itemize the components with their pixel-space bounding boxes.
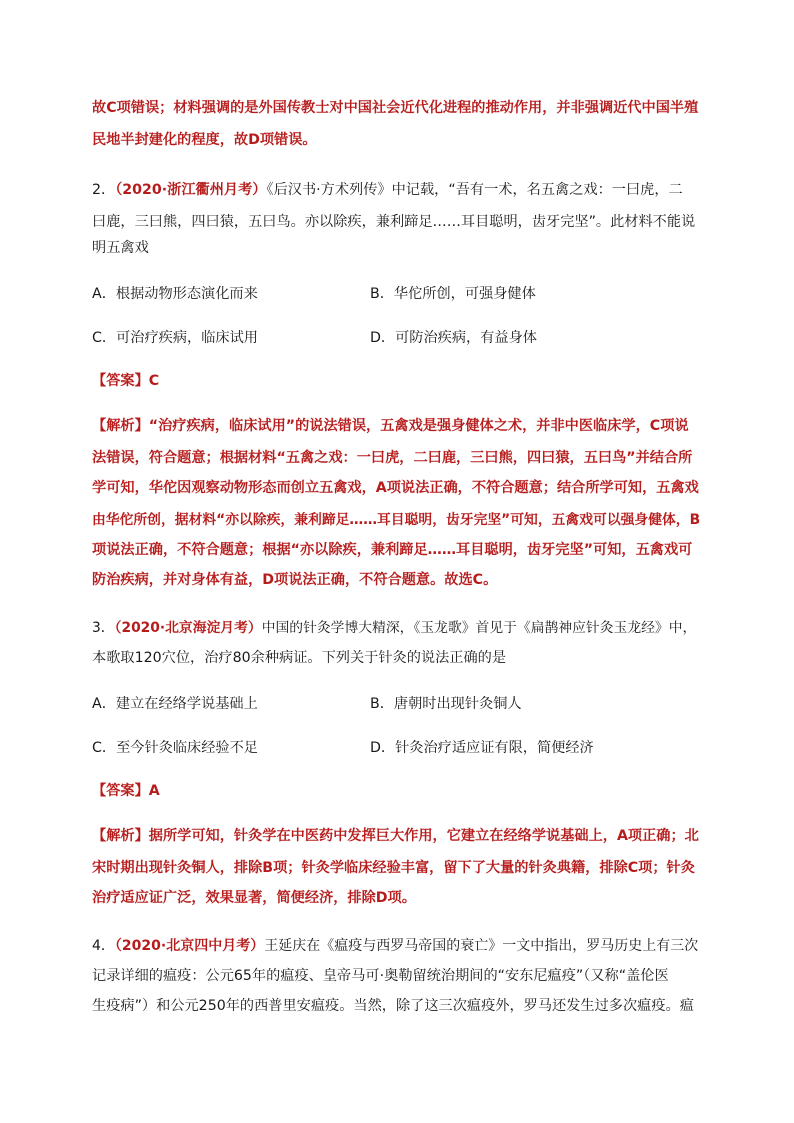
question-source: （2020·北京海淀月考） <box>114 620 262 636</box>
prev-analysis-line-2: 民地半封建化的程度，故D项错误。 <box>92 132 317 148</box>
question-3-analysis-line-2: 宋时期出现针灸铜人，排除B项；针灸学临床经验丰富，留下了大量的针灸典籍，排除C项；针灸 <box>92 860 695 876</box>
question-source: （2020·浙江衢州月考） <box>115 182 267 198</box>
question-number: 4． <box>92 938 115 954</box>
question-3-answer: 【答案】A <box>92 783 160 799</box>
question-2-option-d: D．可防治疾病，有益身体 <box>370 330 537 346</box>
question-3-option-a: A．建立在经络学说基础上 <box>92 696 258 712</box>
question-2-stem-line-2: 曰鹿，三曰熊，四曰猿，五曰鸟。亦以除疾，兼利蹄足……耳目聪明，齿牙完坚”。此材料不能说 <box>92 214 696 230</box>
question-4-stem-line-3: 生疫病”）和公元250年的西普里安瘟疫。当然，除了这三次瘟疫外，罗马还发生过多次瘟疫。瘟 <box>92 998 694 1014</box>
question-2-option-b: B．华佗所创，可强身健体 <box>370 286 536 302</box>
question-2-analysis-line-3: 学可知，华佗因观察动物形态而创立五禽戏，A项说法正确，不符合题意；结合所学可知，五禽戏 <box>92 480 699 496</box>
question-2-option-a: A．根据动物形态演化而来 <box>92 286 258 302</box>
question-stem-text: 《后汉书·方术列传》中记载，“吾有一术，名五禽之戏：一曰虎，二 <box>266 182 683 198</box>
question-3-stem-line-1 <box>92 618 696 638</box>
question-2-analysis-line-2: 法错误，符合题意；根据材料“五禽之戏：一曰虎，二曰鹿，三曰熊，四曰猿，五曰鸟”并结合所 <box>92 450 693 466</box>
question-2-option-c: C．可治疗疾病，临床试用 <box>92 330 258 346</box>
question-3-analysis-line-1: 【解析】据所学可知，针灸学在中医药中发挥巨大作用，它建立在经络学说基础上，A项正确；北 <box>92 828 699 844</box>
question-3-stem-line-2: 本歌取120穴位，治疗80余种病证。下列关于针灸的说法正确的是 <box>92 650 507 666</box>
question-4-stem-line-1 <box>92 936 698 956</box>
question-4-stem-line-2: 记录详细的瘟疫：公元65年的瘟疫、皇帝马可·奥勒留统治期间的“安东尼瘟疫”（又称“盖伦医 <box>92 968 669 984</box>
question-source: （2020·北京四中月考） <box>114 938 265 954</box>
question-2-stem-line-3: 明五禽戏 <box>92 240 149 256</box>
question-stem-text: 王延庆在《瘟疫与西罗马帝国的衰亡》一文中指出，罗马历史上有三次 <box>264 938 699 954</box>
question-3-option-d: D．针灸治疗适应证有限，简便经济 <box>370 740 594 756</box>
question-2-analysis-line-4: 由华佗所创，据材料“亦以除疾，兼利蹄足……耳目聪明，齿牙完坚”可知，五禽戏可以强身健体，B <box>92 512 701 528</box>
question-3-analysis-line-3: 治疗适应证广泛，效果显著，简便经济，排除D项。 <box>92 890 416 906</box>
question-3-option-b: B．唐朝时出现针灸铜人 <box>370 696 522 712</box>
question-stem-text: 中国的针灸学博大精深，《玉龙歌》首见于《扁鹊神应针灸玉龙经》中， <box>261 620 697 636</box>
question-2-stem-line-1 <box>92 180 683 200</box>
question-number: 2． <box>92 182 116 198</box>
question-2-analysis-line-1: 【解析】“治疗疾病，临床试用”的说法错误，五禽戏是强身健体之术，并非中医临床学，C项说 <box>92 418 689 434</box>
question-2-analysis-line-6: 防治疾病，并对身体有益，D项说法正确，不符合题意。故选C。 <box>92 572 498 588</box>
prev-analysis-line-1: 故C项错误；材料强调的是外国传教士对中国社会近代化进程的推动作用，并非强调近代中国半殖 <box>92 100 699 116</box>
question-2-analysis-line-5: 项说法正确，不符合题意；根据“亦以除疾，兼利蹄足……耳目聪明，齿牙完坚”可知，五禽戏可 <box>92 542 693 558</box>
question-2-answer: 【答案】C <box>92 373 160 389</box>
question-3-option-c: C．至今针灸临床经验不足 <box>92 740 258 756</box>
question-number: 3． <box>92 620 115 636</box>
